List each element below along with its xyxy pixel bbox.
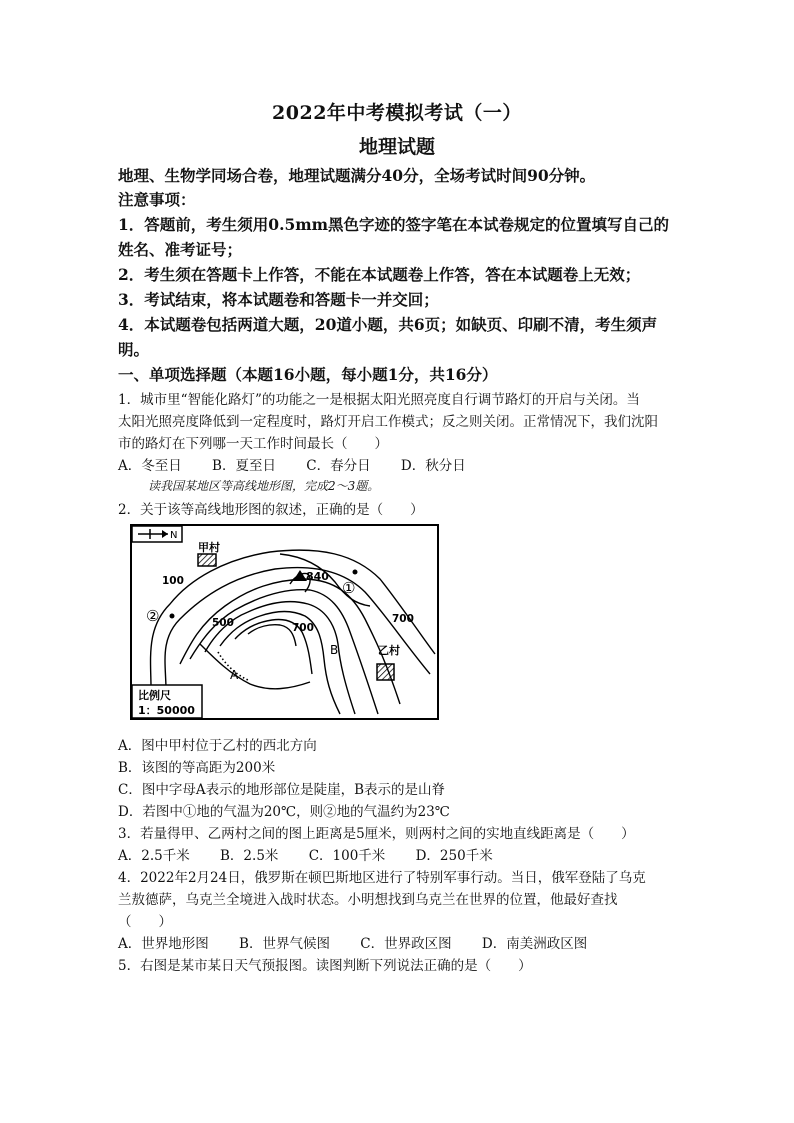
- village-yi-label: 乙村: [378, 644, 400, 657]
- q1-option-c: C．春分日: [306, 458, 371, 474]
- q3-option-c: C．100千米: [308, 848, 386, 864]
- q3-option-a: A．2.5千米: [118, 848, 190, 864]
- point-1-marker: [353, 570, 358, 575]
- point-2-label: ②: [146, 607, 160, 625]
- notice-intro: 地理、生物学同场合卷，地理试题满分40分，全场考试时间90分钟。: [118, 166, 596, 185]
- point-2-marker: [170, 614, 175, 619]
- instruction-q2-q3: 读我国某地区等高线地形图，完成2～3题。: [148, 479, 380, 493]
- north-arrow-icon: [132, 526, 182, 542]
- q4-option-d: D．南美洲政区图: [481, 936, 588, 952]
- q2-option-b: B．该图的等高距为200米: [118, 760, 276, 776]
- q4-option-a: A．世界地形图: [118, 936, 209, 952]
- q1-options: [118, 454, 678, 474]
- q3-option-d: D．250千米: [415, 848, 493, 864]
- notice-item-4: 4．本试题卷包括两道大题，20道小题，共6页；如缺页、印刷不清，考生须声: [118, 315, 658, 334]
- q5-stem: 5．右图是某市某日天气预报图。读图判断下列说法正确的是（ ）: [118, 958, 532, 974]
- q2-stem: 2．关于该等高线地形图的叙述，正确的是（ ）: [118, 502, 424, 518]
- q4-options: [118, 932, 678, 952]
- q4-line-3: （ ）: [118, 914, 172, 930]
- q2-option-a: A．图中甲村位于乙村的西北方向: [118, 738, 317, 754]
- notice-item-4-cont: 明。: [118, 340, 150, 359]
- q1-line-3: 市的路灯在下列哪一天工作时间最长（ ）: [118, 436, 388, 452]
- scale-title: 比例尺: [138, 689, 171, 702]
- q1-option-d: D．秋分日: [400, 458, 466, 474]
- label-b: B: [330, 643, 339, 657]
- notice-item-3: 3．考试结束，将本试题卷和答题卡一并交回；: [118, 290, 439, 309]
- section-1-heading: 一、单项选择题（本题16小题，每小题1分，共16分）: [118, 365, 498, 384]
- notice-item-1: 1．答题前，考生须用0.5mm黑色字迹的签字笔在本试卷规定的位置填写自己的: [118, 215, 670, 234]
- q2-option-c: C．图中字母A表示的地形部位是陡崖，B表示的是山脊: [118, 782, 445, 798]
- scale-value: 1：50000: [138, 704, 195, 717]
- contour-label-500: 500: [212, 617, 234, 629]
- label-a: A: [230, 668, 239, 682]
- contour-map: [130, 524, 439, 720]
- notice-heading: 注意事项：: [118, 190, 196, 209]
- exam-subtitle: 地理试题: [358, 136, 435, 158]
- q3-options: [118, 844, 678, 864]
- village-jia-label: 甲村: [198, 541, 220, 554]
- contour-label-100: 100: [162, 575, 184, 587]
- point-1-label: ①: [342, 579, 356, 597]
- q4-option-b: B．世界气候图: [239, 936, 330, 952]
- q4-line-1: 4．2022年2月24日，俄罗斯在顿巴斯地区进行了特别军事行动。当日，俄军登陆了乌克: [118, 870, 646, 886]
- notice-item-2: 2．考生须在答题卡上作答，不能在本试题卷上作答，答在本试题卷上无效；: [118, 265, 641, 284]
- exam-title: 2022年中考模拟考试（一）: [272, 102, 522, 124]
- peak-elevation: 840: [306, 570, 329, 583]
- q4-option-c: C．世界政区图: [360, 936, 452, 952]
- q1-line-1: 1．城市里“智能化路灯”的功能之一是根据太阳光照亮度自行调节路灯的开启与关闭。当: [118, 392, 640, 408]
- contour-label-700a: 700: [292, 622, 314, 634]
- q3-stem: 3．若量得甲、乙两村之间的图上距离是5厘米，则两村之间的实地直线距离是（ ）: [118, 826, 635, 842]
- notice-item-1-cont: 姓名、准考证号；: [118, 240, 243, 259]
- q1-line-2: 太阳光照亮度降低到一定程度时，路灯开启工作模式；反之则关闭。正常情况下，我们沈阳: [118, 414, 658, 430]
- contour-label-700b: 700: [392, 613, 414, 625]
- q4-line-2: 兰敖德萨，乌克兰全境进入战时状态。小明想找到乌克兰在世界的位置，他最好查找: [118, 892, 618, 908]
- q2-option-d: D．若图中①地的气温为20℃，则②地的气温约为23℃: [118, 804, 450, 820]
- village-jia-icon: [198, 554, 216, 566]
- q1-option-b: B．夏至日: [212, 458, 276, 474]
- q3-option-b: B．2.5米: [220, 848, 279, 864]
- q1-option-a: A．冬至日: [118, 458, 182, 474]
- north-label: N: [170, 530, 178, 541]
